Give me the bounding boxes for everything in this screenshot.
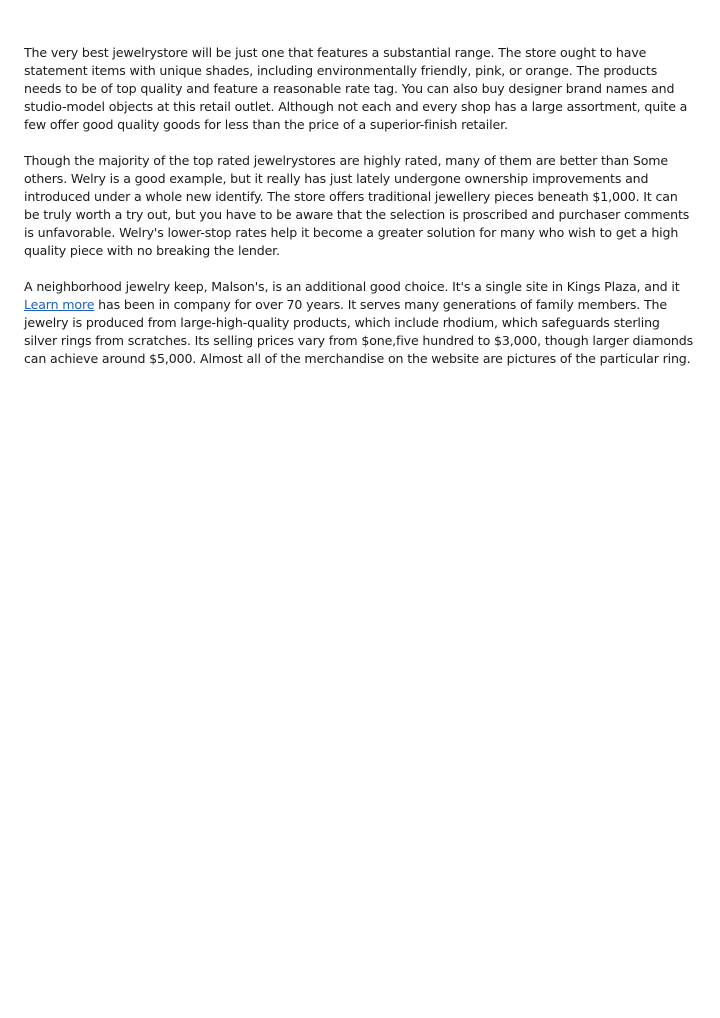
learn-more-link[interactable]: Learn more <box>24 297 95 312</box>
paragraph-3-text-before: A neighborhood jewelry keep, Malson's, is an additional good choice. It's a single site in Kings Plaza, and it <box>24 279 680 294</box>
paragraph-3-text-after: has been in company for over 70 years. It serves many generations of family members. The jewelry is produced from large-high-quality products, which include rhodium, which safeguards sterling silver rings from scratches. Its selling prices vary from $one,five hundred to $3,000, though larger diamonds can achieve around $5,000. Almost all of the merchandise on the website are pictures of the particular ring. <box>24 297 693 366</box>
paragraph-3 <box>24 278 696 368</box>
paragraph-2: Though the majority of the top rated jewelrystores are highly rated, many of them are better than Some others. Welry is a good example, but it really has just lately undergone ownership improvements and introduced under a whole new identify. The store offers traditional jewellery pieces beneath $1,000. It can be truly worth a try out, but you have to be aware that the selection is proscribed and purchaser comments is unfavorable. Welry's lower-stop rates help it become a greater solution for many who wish to get a high quality piece with no breaking the lender. <box>24 153 690 258</box>
paragraph-1: The very best jewelrystore will be just one that features a substantial range. The store ought to have statement items with unique shades, including environmentally friendly, pink, or orange. The products needs to be of top quality and feature a reasonable rate tag. You can also buy designer brand names and studio-model objects at this retail outlet. Although not each and every shop has a large assortment, quite a few offer good quality goods for less than the price of a superior-finish retailer. <box>24 45 688 132</box>
document-body <box>24 44 696 386</box>
